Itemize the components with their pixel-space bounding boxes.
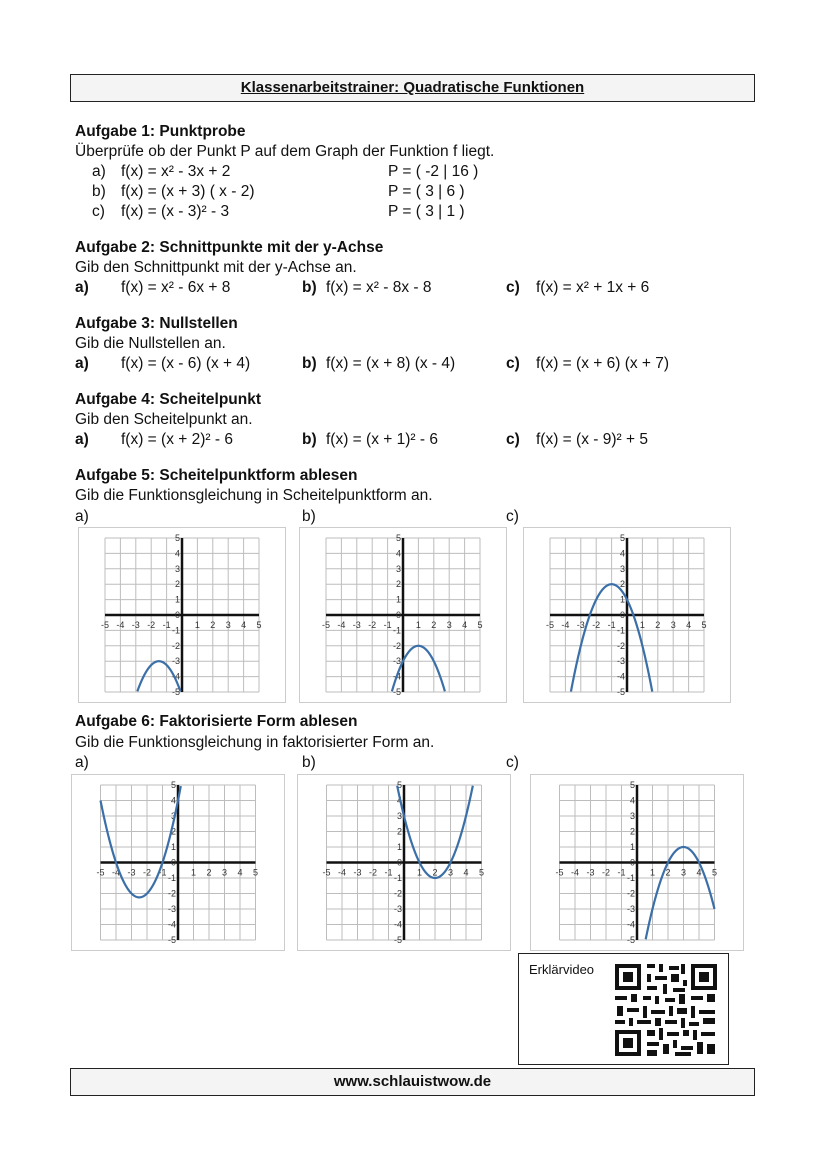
y-tick-label: -2 xyxy=(392,640,401,651)
x-tick-label: -4 xyxy=(570,867,580,878)
task4-c-func: f(x) = (x - 9)² + 5 xyxy=(536,431,648,448)
task6-instruction: Gib die Funktionsgleichung in faktorisierter Form an. xyxy=(75,734,435,751)
task1-c-func: f(x) = (x - 3)² - 3 xyxy=(121,203,230,220)
x-tick-label: 4 xyxy=(241,620,247,630)
task3-a-func: f(x) = (x - 6) (x + 4) xyxy=(121,355,251,372)
task2-a-func: f(x) = x² - 6x + 8 xyxy=(121,279,231,296)
task1-b-label: b) xyxy=(92,183,106,200)
y-tick-label: 4 xyxy=(619,548,625,559)
task4-instruction: Gib den Scheitelpunkt an. xyxy=(75,411,253,428)
x-tick-label: -5 xyxy=(322,867,331,878)
x-tick-label: 1 xyxy=(649,867,656,878)
y-tick-label: -3 xyxy=(393,904,402,914)
y-tick-label: -4 xyxy=(626,919,635,930)
x-tick-label: 2 xyxy=(655,620,661,630)
x-tick-label: 3 xyxy=(670,620,676,630)
qr-box[interactable] xyxy=(518,953,729,1065)
task1-b-func: f(x) = (x + 3) ( x - 2) xyxy=(121,183,255,200)
task1-instruction: Überprüfe ob der Punkt P auf dem Graph der Funktion f liegt. xyxy=(75,143,495,160)
y-tick-label: -5 xyxy=(167,935,176,945)
x-tick-label: 4 xyxy=(237,867,243,878)
y-tick-label: -5 xyxy=(393,935,402,945)
task6-a-label: a) xyxy=(75,754,89,771)
x-tick-label: -4 xyxy=(337,867,347,878)
y-tick-label: 3 xyxy=(395,563,401,574)
task3-c-label: c) xyxy=(506,355,520,372)
y-tick-label: -3 xyxy=(171,656,180,667)
x-tick-label: 3 xyxy=(225,620,231,630)
x-tick-label: -3 xyxy=(576,620,585,630)
y-tick-label: -4 xyxy=(171,671,180,682)
y-tick-label: 5 xyxy=(395,533,401,543)
task4-b-func: f(x) = (x + 1)² - 6 xyxy=(326,431,438,448)
task6-b-label: b) xyxy=(302,754,316,771)
x-tick-label: -2 xyxy=(592,620,601,630)
x-tick-label: -2 xyxy=(368,867,378,878)
y-tick-label: -1 xyxy=(626,873,635,883)
y-tick-label: 4 xyxy=(174,548,180,559)
x-tick-label: -4 xyxy=(561,620,570,630)
y-tick-label: -4 xyxy=(167,919,176,930)
task3-c-func: f(x) = (x + 6) (x + 7) xyxy=(536,355,670,372)
x-tick-label: -5 xyxy=(96,867,105,878)
y-tick-label: 3 xyxy=(170,811,176,821)
y-tick-label: 3 xyxy=(396,811,402,821)
y-tick-label: 2 xyxy=(619,579,625,590)
origin-label: 0 xyxy=(174,610,180,620)
y-tick-label: -4 xyxy=(392,671,401,682)
x-tick-label: 1 xyxy=(416,867,423,878)
x-tick-label: -4 xyxy=(111,867,121,878)
y-tick-label: 4 xyxy=(629,795,635,806)
task3-b-label: b) xyxy=(302,355,317,372)
task1-c-point: P = ( 3 | 1 ) xyxy=(388,203,465,220)
y-tick-label: -1 xyxy=(167,873,176,883)
x-tick-label: 3 xyxy=(680,867,687,878)
x-tick-label: 2 xyxy=(206,867,212,878)
y-tick-label: 1 xyxy=(395,594,401,605)
y-tick-label: -5 xyxy=(392,687,401,697)
x-tick-label: -1 xyxy=(607,620,616,630)
task5-a-label: a) xyxy=(75,508,89,525)
task5-heading: Aufgabe 5: Scheitelpunktform ablesen xyxy=(75,467,358,484)
y-tick-label: 1 xyxy=(170,842,176,852)
y-tick-label: -5 xyxy=(616,687,625,697)
y-tick-label: 5 xyxy=(396,780,402,790)
y-tick-label: 3 xyxy=(174,563,180,574)
x-tick-label: 4 xyxy=(463,867,469,878)
x-tick-label: -3 xyxy=(353,867,362,878)
x-tick-label: -4 xyxy=(116,620,125,630)
y-tick-label: 5 xyxy=(629,780,635,790)
task6-heading: Aufgabe 6: Faktorisierte Form ablesen xyxy=(75,713,358,730)
task2-b-func: f(x) = x² - 8x - 8 xyxy=(326,279,432,296)
x-tick-label: 5 xyxy=(256,620,262,630)
task3-heading: Aufgabe 3: Nullstellen xyxy=(75,315,238,332)
x-tick-label: 2 xyxy=(210,620,216,630)
task2-c-label: c) xyxy=(506,279,520,296)
footer-url[interactable]: www.schlauistwow.de xyxy=(70,1068,755,1096)
x-tick-label: 3 xyxy=(446,620,452,630)
x-tick-label: -1 xyxy=(158,867,167,878)
y-tick-label: -4 xyxy=(616,671,625,682)
y-tick-label: 4 xyxy=(395,548,401,559)
y-tick-label: 4 xyxy=(396,795,402,806)
y-tick-label: 4 xyxy=(170,795,176,806)
qr-label: Erklärvideo xyxy=(529,962,595,977)
y-tick-label: 3 xyxy=(619,563,625,574)
task4-a-func: f(x) = (x + 2)² - 6 xyxy=(121,431,233,448)
x-tick-label: 1 xyxy=(190,867,197,878)
origin-label: 0 xyxy=(629,857,635,868)
x-tick-label: -2 xyxy=(368,620,377,630)
y-tick-label: 1 xyxy=(396,842,402,852)
graph-5a xyxy=(78,527,286,703)
x-tick-label: -3 xyxy=(127,867,136,878)
origin-label: 0 xyxy=(170,857,176,868)
origin-label: 0 xyxy=(396,857,402,868)
x-tick-label: 1 xyxy=(639,620,645,630)
task5-instruction: Gib die Funktionsgleichung in Scheitelpunktform an. xyxy=(75,487,433,504)
x-tick-label: 1 xyxy=(415,620,421,630)
task2-c-func: f(x) = x² + 1x + 6 xyxy=(536,279,650,296)
y-tick-label: 2 xyxy=(174,579,180,590)
x-tick-label: -2 xyxy=(147,620,156,630)
y-tick-label: 2 xyxy=(170,826,176,837)
x-tick-label: -5 xyxy=(100,620,110,630)
y-tick-label: -2 xyxy=(626,888,635,899)
x-tick-label: -4 xyxy=(337,620,346,630)
origin-label: 0 xyxy=(395,610,401,620)
y-tick-label: -2 xyxy=(167,888,176,899)
origin-label: 0 xyxy=(619,610,625,620)
x-tick-label: -1 xyxy=(617,867,626,878)
x-tick-label: 5 xyxy=(711,867,718,878)
graph-6b xyxy=(297,774,511,951)
x-tick-label: -5 xyxy=(545,620,555,630)
x-tick-label: -1 xyxy=(384,867,393,878)
x-tick-label: -2 xyxy=(601,867,611,878)
task3-b-func: f(x) = (x + 8) (x - 4) xyxy=(326,355,456,372)
y-tick-label: 5 xyxy=(170,780,176,790)
task4-c-label: c) xyxy=(506,431,520,448)
x-tick-label: -1 xyxy=(162,620,171,630)
qr-code-icon[interactable] xyxy=(613,962,719,1058)
y-tick-label: 2 xyxy=(396,826,402,837)
graph-5c xyxy=(523,527,731,703)
task6-c-label: c) xyxy=(506,754,519,771)
graph-5b xyxy=(299,527,507,703)
graph-6c xyxy=(530,774,744,951)
graph-6a xyxy=(71,774,285,951)
y-tick-label: -1 xyxy=(393,873,402,883)
x-tick-label: 4 xyxy=(462,620,468,630)
x-tick-label: 4 xyxy=(696,867,702,878)
task3-a-label: a) xyxy=(75,355,89,372)
x-tick-label: 2 xyxy=(432,867,438,878)
y-tick-label: 1 xyxy=(619,594,625,605)
y-tick-label: -3 xyxy=(626,904,635,914)
x-tick-label: 5 xyxy=(252,867,259,878)
task2-b-label: b) xyxy=(302,279,317,296)
task5-c-label: c) xyxy=(506,508,519,525)
x-tick-label: 2 xyxy=(665,867,671,878)
y-tick-label: 5 xyxy=(619,533,625,543)
x-tick-label: 3 xyxy=(447,867,454,878)
task4-a-label: a) xyxy=(75,431,89,448)
y-tick-label: 3 xyxy=(629,811,635,821)
x-tick-label: -5 xyxy=(321,620,331,630)
x-tick-label: -3 xyxy=(131,620,140,630)
y-tick-label: 2 xyxy=(629,826,635,837)
y-tick-label: -4 xyxy=(393,919,402,930)
x-tick-label: -5 xyxy=(555,867,564,878)
task1-a-point: P = ( -2 | 16 ) xyxy=(388,163,479,180)
task1-heading: Aufgabe 1: Punktprobe xyxy=(75,123,246,140)
task1-c-label: c) xyxy=(92,203,105,220)
task4-b-label: b) xyxy=(302,431,317,448)
x-tick-label: -3 xyxy=(586,867,595,878)
y-tick-label: -2 xyxy=(616,640,625,651)
x-tick-label: -1 xyxy=(383,620,392,630)
x-tick-label: -2 xyxy=(142,867,152,878)
task1-b-point: P = ( 3 | 6 ) xyxy=(388,183,465,200)
y-tick-label: 1 xyxy=(174,594,180,605)
task2-instruction: Gib den Schnittpunkt mit der y-Achse an. xyxy=(75,259,357,276)
x-tick-label: 5 xyxy=(478,867,485,878)
task3-instruction: Gib die Nullstellen an. xyxy=(75,335,226,352)
y-tick-label: -2 xyxy=(393,888,402,899)
y-tick-label: -5 xyxy=(171,687,180,697)
y-tick-label: -1 xyxy=(392,625,401,636)
page-title: Klassenarbeitstrainer: Quadratische Funktionen xyxy=(70,74,755,102)
x-tick-label: 2 xyxy=(431,620,437,630)
y-tick-label: 1 xyxy=(629,842,635,852)
x-tick-label: 4 xyxy=(686,620,692,630)
task5-b-label: b) xyxy=(302,508,316,525)
y-tick-label: -3 xyxy=(167,904,176,914)
task2-a-label: a) xyxy=(75,279,89,296)
y-tick-label: -3 xyxy=(616,656,625,667)
x-tick-label: -3 xyxy=(352,620,361,630)
y-tick-label: 5 xyxy=(174,533,180,543)
y-tick-label: 2 xyxy=(395,579,401,590)
task1-a-label: a) xyxy=(92,163,106,180)
x-tick-label: 3 xyxy=(221,867,228,878)
y-tick-label: -1 xyxy=(171,625,180,636)
x-tick-label: 1 xyxy=(194,620,200,630)
y-tick-label: -2 xyxy=(171,640,180,651)
y-tick-label: -1 xyxy=(616,625,625,636)
x-tick-label: 5 xyxy=(701,620,707,630)
task1-a-func: f(x) = x² - 3x + 2 xyxy=(121,163,231,180)
task2-heading: Aufgabe 2: Schnittpunkte mit der y-Achse xyxy=(75,239,384,256)
x-tick-label: 5 xyxy=(477,620,483,630)
task4-heading: Aufgabe 4: Scheitelpunkt xyxy=(75,391,262,408)
y-tick-label: -5 xyxy=(626,935,635,945)
y-tick-label: -3 xyxy=(392,656,401,667)
